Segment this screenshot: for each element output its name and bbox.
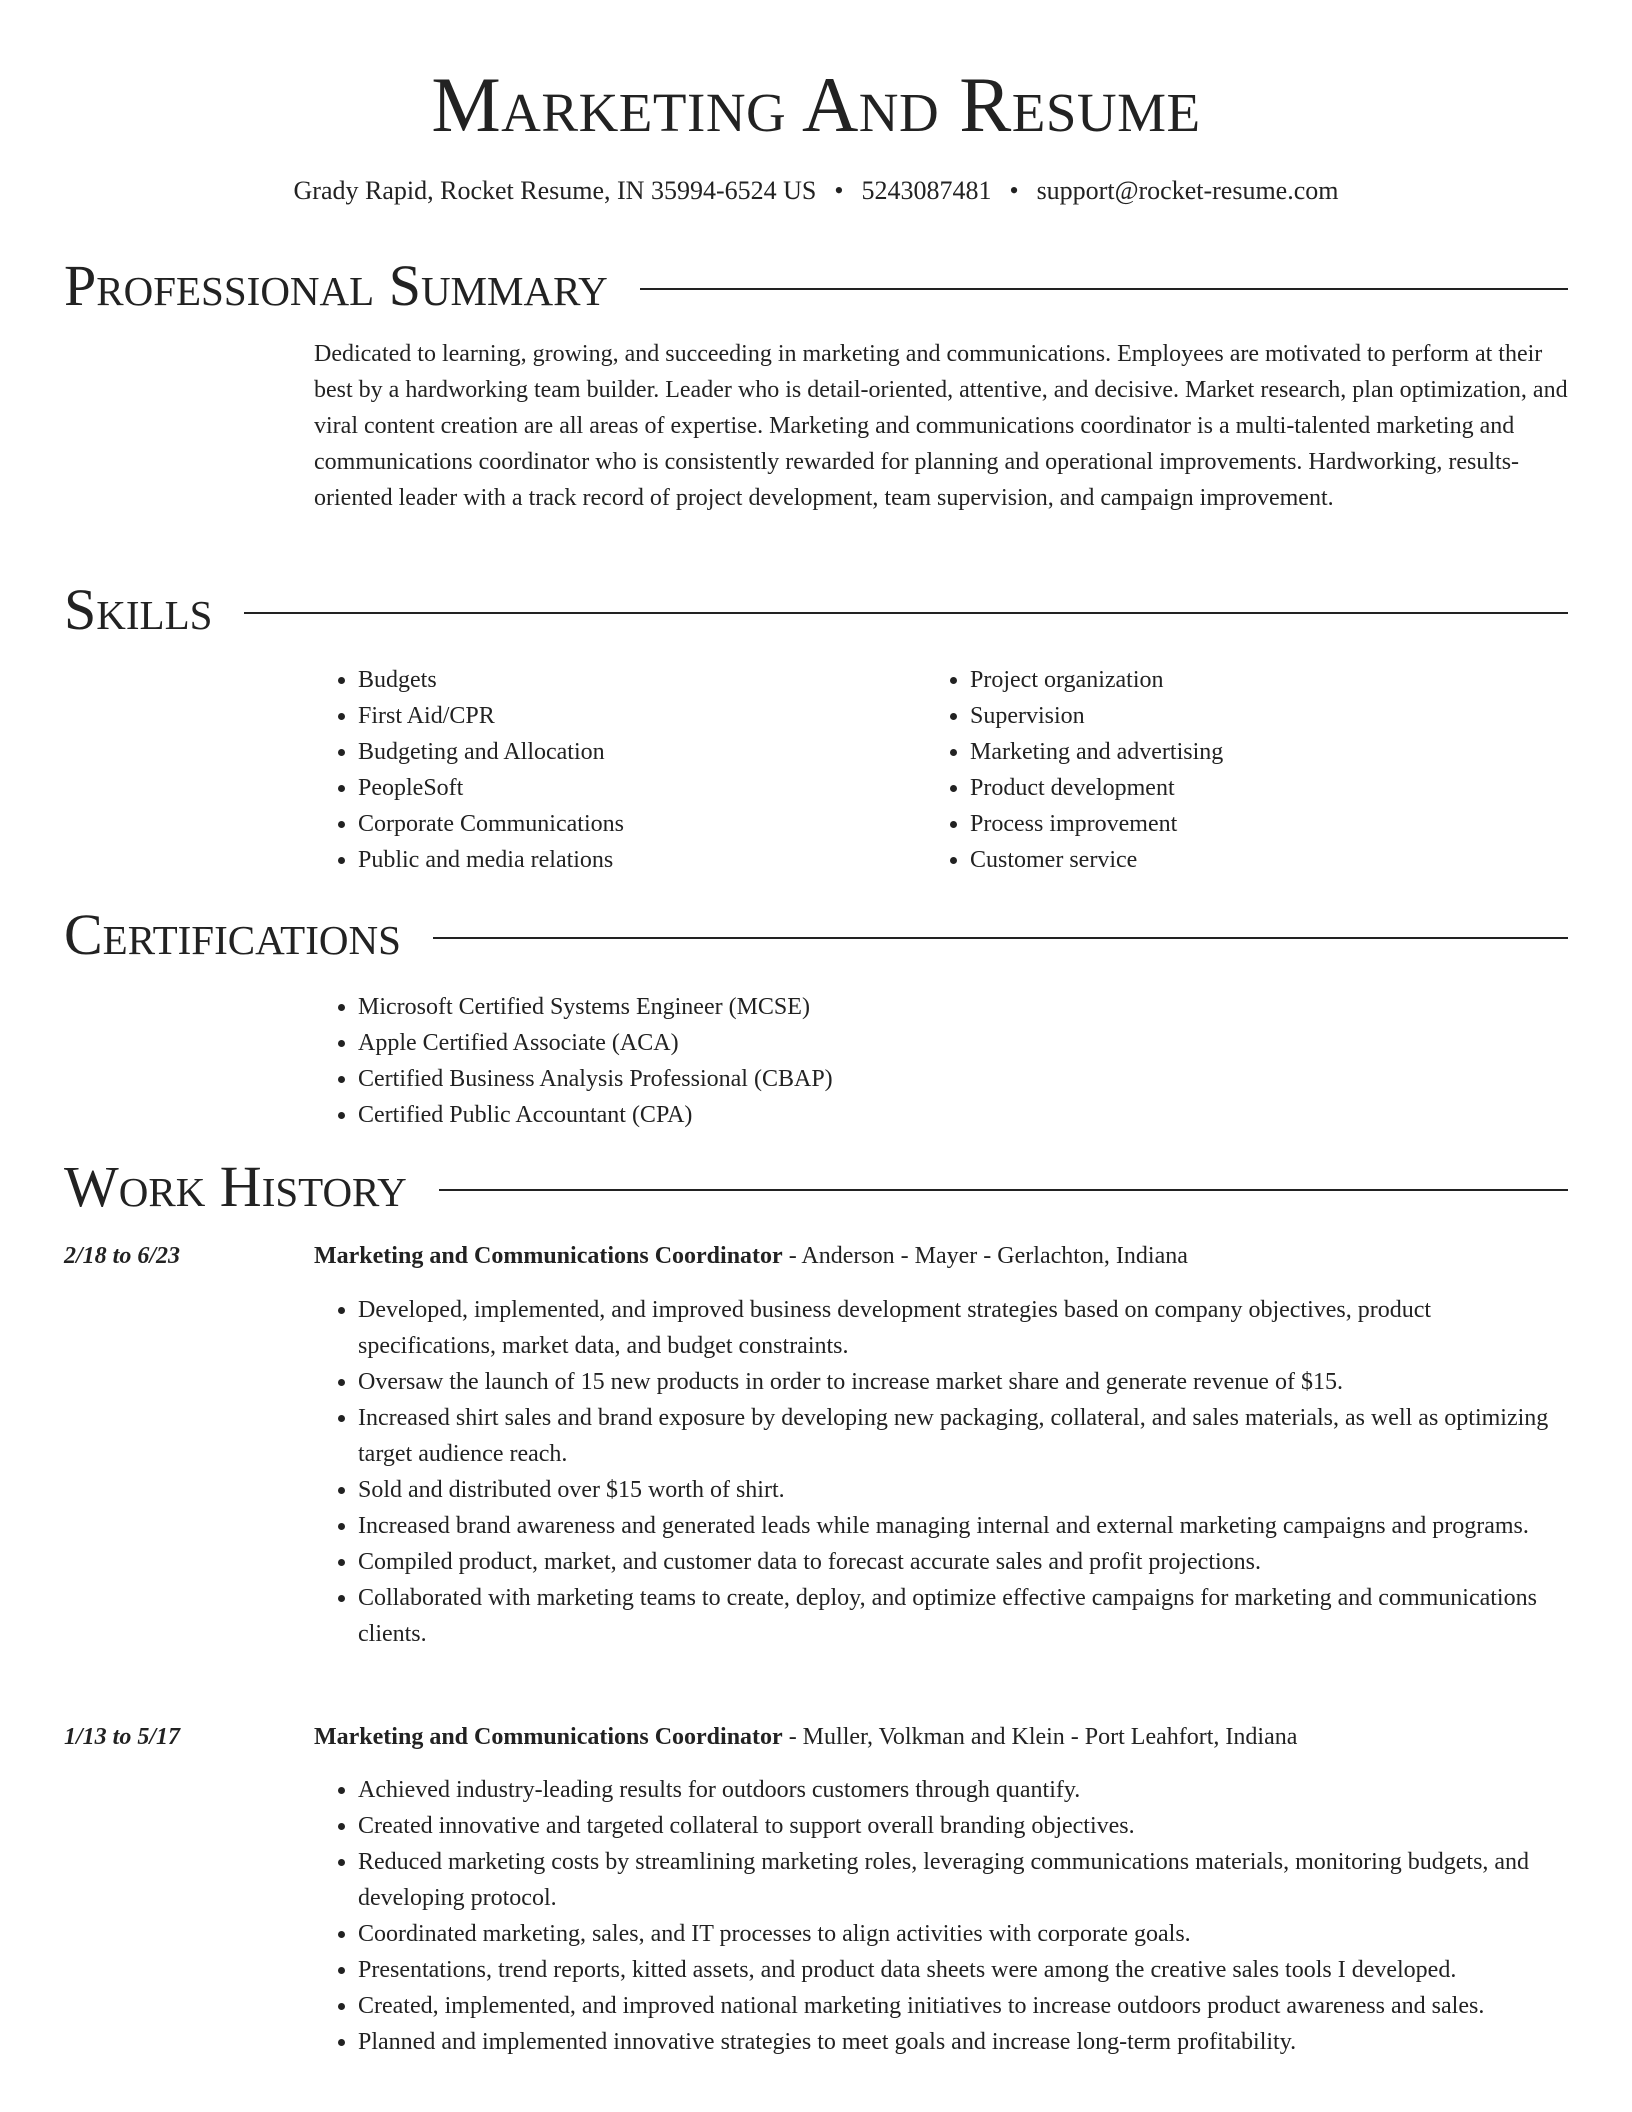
- resume-name: Marketing And Resume: [431, 61, 1201, 148]
- job-employer-location: - Muller, Volkman and Klein - Port Leahfort, Indiana: [782, 1724, 1298, 1750]
- skill-item: • Project organization: [970, 662, 1526, 698]
- job-bullet: • Created, implemented, and improved national marketing initiatives to increase outdoors product awareness and sales.: [358, 1988, 1568, 2024]
- skill-item: • Product development: [970, 770, 1526, 806]
- skill-item: • Customer service: [970, 842, 1526, 878]
- job-dates: 2/18 to 6/23: [64, 1243, 181, 1269]
- job-title: Marketing and Communications Coordinator: [314, 1724, 783, 1750]
- skills-list-right: [926, 662, 1526, 878]
- summary-section-header: [64, 254, 1568, 318]
- skill-item: • Budgets: [358, 662, 914, 698]
- job-header: [314, 1238, 1568, 1274]
- section-divider: [439, 1189, 1568, 1191]
- skills-section-header: [64, 578, 1568, 642]
- skills-heading: Skills: [64, 577, 213, 642]
- contact-phone: 5243087481: [861, 176, 992, 205]
- skill-item: • Process improvement: [970, 806, 1526, 842]
- job-bullet: • Compiled product, market, and customer data to forecast accurate sales and profit projections.: [358, 1544, 1568, 1580]
- skill-item: • Marketing and advertising: [970, 734, 1526, 770]
- work-history-heading: Work History: [64, 1154, 407, 1219]
- skill-item: • First Aid/CPR: [358, 698, 914, 734]
- job-bullet: • Coordinated marketing, sales, and IT processes to align activities with corporate goals.: [358, 1916, 1568, 1952]
- job-header: [314, 1719, 1568, 1755]
- certifications-block: [314, 989, 1514, 1133]
- contact-separator: •: [834, 176, 844, 205]
- contact-separator: •: [1009, 176, 1019, 205]
- skill-item: • Supervision: [970, 698, 1526, 734]
- certification-item: • Apple Certified Associate (ACA): [358, 1025, 1514, 1061]
- job-bullet: • Oversaw the launch of 15 new products in order to increase market share and generate revenue of $15.: [358, 1364, 1568, 1400]
- job-bullet: • Sold and distributed over $15 worth of shirt.: [358, 1472, 1568, 1508]
- contact-email: support@rocket-resume.com: [1036, 176, 1339, 205]
- skill-item: • PeopleSoft: [358, 770, 914, 806]
- job-bullet: • Collaborated with marketing teams to create, deploy, and optimize effective campaigns for marketing and communications clients.: [358, 1580, 1568, 1652]
- summary-heading: Professional Summary: [64, 253, 608, 318]
- skills-right-column: [926, 662, 1526, 878]
- job-dates: 1/13 to 5/17: [64, 1724, 181, 1750]
- skill-item: • Corporate Communications: [358, 806, 914, 842]
- certifications-list: [314, 989, 1514, 1133]
- job-bullet: • Planned and implemented innovative strategies to meet goals and increase long-term profitability.: [358, 2024, 1568, 2060]
- contact-line: [0, 174, 1632, 208]
- certification-item: • Certified Public Accountant (CPA): [358, 1097, 1514, 1133]
- section-divider: [244, 612, 1568, 614]
- job-bullet-list: [314, 1772, 1568, 2060]
- job-bullet-list: [314, 1292, 1568, 1652]
- job-employer-location: - Anderson - Mayer - Gerlachton, Indiana: [782, 1243, 1188, 1269]
- summary-text: Dedicated to learning, growing, and succeeding in marketing and communications. Employees are motivated to perform at their best by a hardworking team builder. Leader who is detail-oriented, attentive, and decisive. Market research, plan optimization, and viral content creation are all areas of expertise. Marketing and communications coordinator is a multi-talented marketing and communications coordinator who is consistently rewarded for planning and operational improvements. Hardworking, results-oriented leader with a track record of project development, team supervision, and campaign improvement.: [314, 341, 1568, 511]
- job-bullet: • Achieved industry-leading results for outdoors customers through quantify.: [358, 1772, 1568, 1808]
- section-divider: [640, 288, 1568, 290]
- job-bullet: • Developed, implemented, and improved business development strategies based on company objectives, product specifications, market data, and budget constraints.: [358, 1292, 1568, 1364]
- section-divider: [433, 937, 1568, 939]
- certifications-heading: Certifications: [64, 902, 401, 967]
- work-history-section-header: [64, 1155, 1568, 1219]
- job-bullet: • Reduced marketing costs by streamlining marketing roles, leveraging communications materials, monitoring budgets, and developing protocol.: [358, 1844, 1568, 1916]
- job-bullet: • Presentations, trend reports, kitted assets, and product data sheets were among the creative sales tools I developed.: [358, 1952, 1568, 1988]
- contact-address: Grady Rapid, Rocket Resume, IN 35994-6524 US: [293, 176, 817, 205]
- certification-item: • Microsoft Certified Systems Engineer (MCSE): [358, 989, 1514, 1025]
- certification-item: • Certified Business Analysis Professional (CBAP): [358, 1061, 1514, 1097]
- certifications-section-header: [64, 903, 1568, 967]
- job-bullet: • Increased brand awareness and generated leads while managing internal and external marketing campaigns and programs.: [358, 1508, 1568, 1544]
- job-responsibilities: [314, 1772, 1568, 2060]
- job-bullet: • Increased shirt sales and brand exposure by developing new packaging, collateral, and sales materials, as well as optimizing target audience reach.: [358, 1400, 1568, 1472]
- skills-list-left: [314, 662, 914, 878]
- job-bullet: • Created innovative and targeted collateral to support overall branding objectives.: [358, 1808, 1568, 1844]
- skills-left-column: [314, 662, 914, 878]
- skill-item: • Public and media relations: [358, 842, 914, 878]
- job-title: Marketing and Communications Coordinator: [314, 1243, 783, 1269]
- skill-item: • Budgeting and Allocation: [358, 734, 914, 770]
- job-responsibilities: [314, 1292, 1568, 1652]
